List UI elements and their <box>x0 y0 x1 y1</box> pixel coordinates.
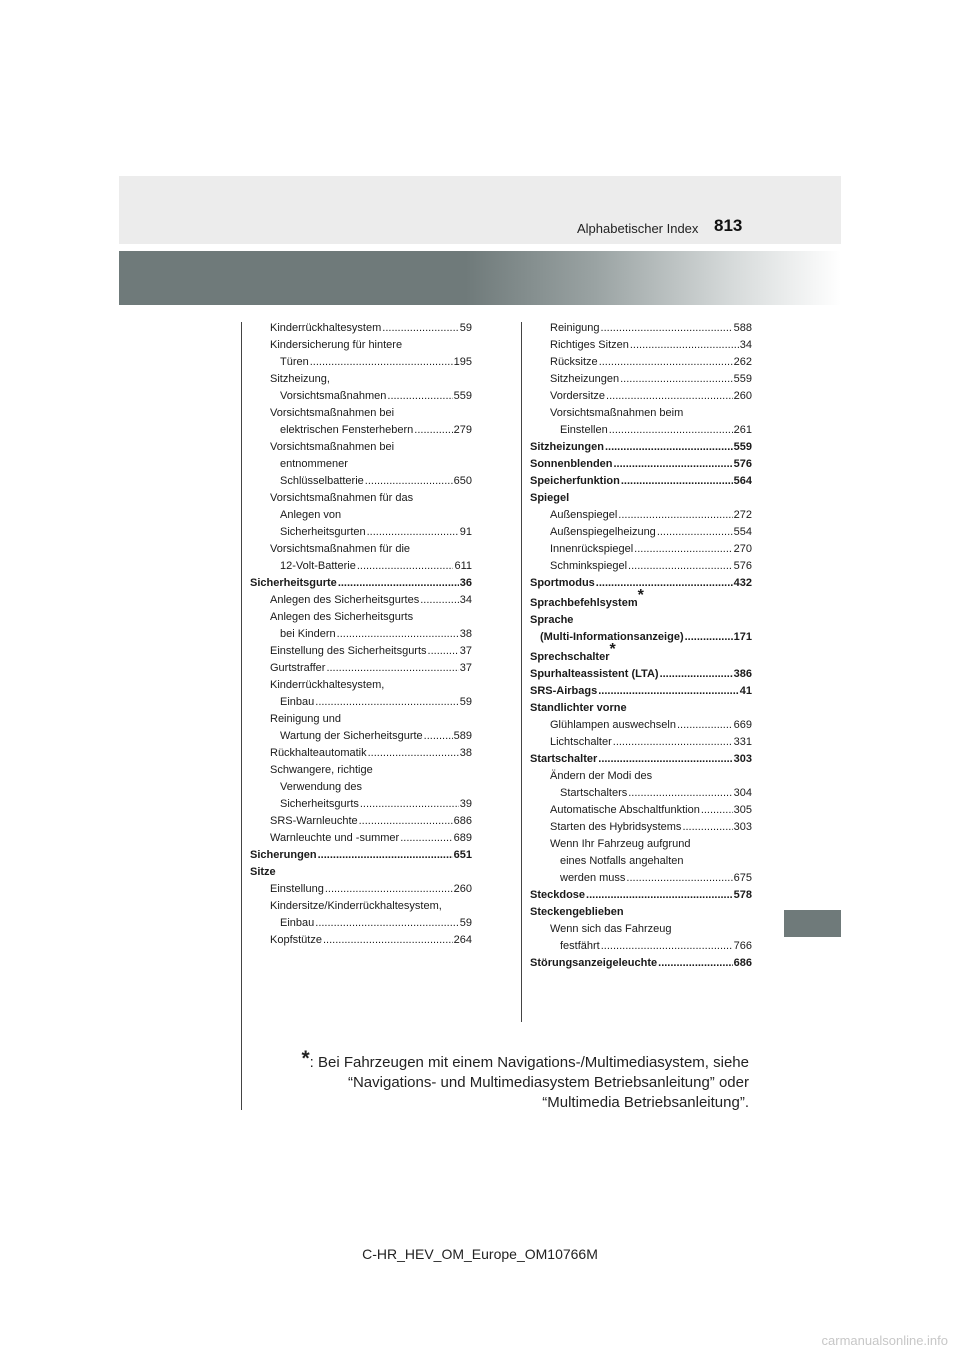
dot-leader <box>658 955 733 972</box>
index-entry-page: 59 <box>459 917 472 929</box>
index-column-left <box>250 320 472 949</box>
index-entry <box>530 354 752 371</box>
index-entry-term: Kinderrückhaltesystem, <box>270 679 385 691</box>
dot-leader <box>365 473 453 490</box>
index-entry-term: Sicherheitsgurte <box>250 577 337 589</box>
dot-leader <box>598 683 739 700</box>
index-entry <box>250 711 472 728</box>
dot-leader <box>605 439 733 456</box>
section-title: Alphabetischer Index <box>577 221 699 236</box>
index-entry-term: Sitzheizung, <box>270 373 330 385</box>
index-entry-term: Schminkspiegel <box>550 560 628 572</box>
index-entry <box>530 853 752 870</box>
index-entry-term: Sitzheizungen <box>550 373 620 385</box>
index-entry-term: bei Kindern <box>280 628 336 640</box>
index-entry-term: Sprechschalter <box>530 651 610 663</box>
index-entry-term: Innenrückspiegel <box>550 543 634 555</box>
index-entry-term: Sicherheitsgurten <box>280 526 366 538</box>
index-entry <box>250 881 472 898</box>
dot-leader <box>586 887 733 904</box>
index-entry <box>250 864 472 881</box>
index-entry <box>250 473 472 490</box>
index-entry <box>250 660 472 677</box>
index-entry-term: Starten des Hybridsystems <box>550 821 682 833</box>
index-entry <box>530 337 752 354</box>
index-entry <box>530 524 752 541</box>
index-entry-term: Sicherungen <box>250 849 317 861</box>
dot-leader <box>606 388 733 405</box>
index-entry <box>530 371 752 388</box>
index-entry <box>250 490 472 507</box>
index-entry-term: Einbau <box>280 917 315 929</box>
index-entry <box>530 587 752 612</box>
dot-leader <box>609 422 733 439</box>
index-entry-page: 651 <box>453 849 472 861</box>
dot-leader <box>634 541 732 558</box>
index-entry <box>530 558 752 575</box>
index-entry-page: 559 <box>733 441 752 453</box>
index-entry <box>250 728 472 745</box>
header-gradient-bar <box>119 251 841 305</box>
footnote-marker: * <box>637 587 644 604</box>
index-entry-term: Kinderrückhaltesystem <box>270 322 382 334</box>
dot-leader <box>337 626 459 643</box>
dot-leader <box>599 354 733 371</box>
index-entry-term: Einstellung des Sicherheitsgurts <box>270 645 427 657</box>
index-entry-term: Wenn Ihr Fahrzeug aufgrund <box>550 838 691 850</box>
index-entry-page: 766 <box>733 940 752 952</box>
dot-leader <box>626 870 732 887</box>
index-entry <box>530 490 752 507</box>
index-entry <box>250 405 472 422</box>
index-entry-term: SRS-Airbags <box>530 685 598 697</box>
index-entry-term: Sitzheizungen <box>530 441 604 453</box>
index-entry-page: 432 <box>733 577 752 589</box>
index-entry-page: 305 <box>733 804 752 816</box>
index-entry-term: Vorsichtsmaßnahmen bei <box>270 441 395 453</box>
index-entry-term: Außenspiegelheizung <box>550 526 656 538</box>
index-entry-term: Anlegen des Sicherheitsgurts <box>270 611 414 623</box>
index-entry <box>250 677 472 694</box>
index-entry-page: 650 <box>453 475 472 487</box>
index-entry-term: Reinigung <box>550 322 600 334</box>
index-entry-term: Einstellung <box>270 883 324 895</box>
index-entry <box>250 575 472 592</box>
footnote-line-3: “Multimedia Betriebsanleitung”. <box>542 1094 749 1111</box>
index-entry-term: Spurhalteassistent (LTA) <box>530 668 659 680</box>
index-entry-term: Einstellen <box>560 424 608 436</box>
index-entry-page: 91 <box>459 526 472 538</box>
index-entry <box>530 819 752 836</box>
footnote-marker: * <box>609 641 616 658</box>
index-entry <box>530 717 752 734</box>
dot-leader <box>338 575 459 592</box>
chapter-side-tab <box>784 910 841 937</box>
index-entry <box>250 558 472 575</box>
index-entry-page: 260 <box>733 390 752 402</box>
index-entry <box>530 629 752 646</box>
index-entry-term: Störungsanzeigeleuchte <box>530 957 658 969</box>
index-entry <box>250 694 472 711</box>
index-entry-term: Sprachbefehlsystem <box>530 597 638 609</box>
footnote-star: * <box>301 1047 310 1070</box>
footnote <box>229 1049 749 1113</box>
index-entry-page: 41 <box>739 685 752 697</box>
dot-leader <box>701 802 733 819</box>
index-entry <box>530 507 752 524</box>
index-entry <box>250 456 472 473</box>
index-entry-page: 260 <box>453 883 472 895</box>
index-entry-term: Rückhalteautomatik <box>270 747 367 759</box>
dot-leader <box>310 354 453 371</box>
index-entry <box>530 700 752 717</box>
index-entry-term: Vorsichtsmaßnahmen <box>280 390 387 402</box>
dot-leader <box>614 456 733 473</box>
index-entry-term: Sonnenblenden <box>530 458 613 470</box>
index-entry-term: Startschalters <box>560 787 628 799</box>
index-entry <box>250 779 472 796</box>
index-entry-page: 689 <box>453 832 472 844</box>
dot-leader <box>318 847 453 864</box>
index-entry-page: 611 <box>454 560 472 572</box>
index-entry-term: Verwendung des <box>280 781 362 793</box>
index-entry-page: 171 <box>733 631 752 643</box>
dot-leader <box>400 830 452 847</box>
index-entry-page: 559 <box>453 390 472 402</box>
index-entry <box>250 422 472 439</box>
dot-leader <box>315 915 458 932</box>
index-entry <box>250 813 472 830</box>
dot-leader <box>382 320 458 337</box>
index-entry-term: Sitze <box>250 866 276 878</box>
index-entry <box>250 626 472 643</box>
index-entry <box>530 388 752 405</box>
dot-leader <box>677 717 733 734</box>
index-entry <box>530 887 752 904</box>
index-entry-page: 272 <box>733 509 752 521</box>
index-entry <box>250 541 472 558</box>
dot-leader <box>323 932 453 949</box>
index-entry-term: Standlichter vorne <box>530 702 627 714</box>
index-entry-term: Vorsichtsmaßnahmen für das <box>270 492 414 504</box>
index-entry-page: 34 <box>459 594 472 606</box>
index-entry-page: 588 <box>733 322 752 334</box>
index-entry-term: Speicherfunktion <box>530 475 620 487</box>
index-entry-term: Türen <box>280 356 309 368</box>
index-entry-page: 686 <box>733 957 752 969</box>
index-entry <box>530 870 752 887</box>
index-entry-term: Richtiges Sitzen <box>550 339 629 351</box>
page-number: 813 <box>714 216 743 235</box>
index-entry-term: 12-Volt-Batterie <box>280 560 356 572</box>
index-entry <box>530 921 752 938</box>
index-entry-term: festfährt <box>560 940 600 952</box>
index-entry-page: 303 <box>733 753 752 765</box>
index-entry-term: Automatische Abschaltfunktion <box>550 804 700 816</box>
index-entry <box>250 847 472 864</box>
index-entry-term: Wenn sich das Fahrzeug <box>550 923 672 935</box>
index-entry <box>530 641 752 666</box>
index-entry <box>530 541 752 558</box>
index-entry-page: 37 <box>459 645 472 657</box>
index-entry-page: 262 <box>733 356 752 368</box>
index-entry-term: Steckdose <box>530 889 586 901</box>
index-entry <box>530 683 752 700</box>
index-entry-term: Ändern der Modi des <box>550 770 653 782</box>
index-entry <box>250 609 472 626</box>
dot-leader <box>682 819 732 836</box>
index-entry <box>250 898 472 915</box>
index-entry-term: Sicherheitsgurts <box>280 798 359 810</box>
index-entry-term: Anlegen von <box>280 509 342 521</box>
index-entry <box>250 371 472 388</box>
index-entry-page: 279 <box>453 424 472 436</box>
index-entry-term: Kindersicherung für hintere <box>270 339 403 351</box>
index-entry-page: 386 <box>733 668 752 680</box>
index-entry-page: 59 <box>459 696 472 708</box>
footnote-line-2: “Navigations- und Multimediasystem Betriebsanleitung” oder <box>347 1074 749 1091</box>
index-entry-page: 578 <box>733 889 752 901</box>
index-entry <box>530 768 752 785</box>
index-entry-term: Wartung der Sicherheitsgurte <box>280 730 423 742</box>
index-entry <box>250 643 472 660</box>
index-entry-term: Steckengeblieben <box>530 906 624 918</box>
index-entry-page: 686 <box>453 815 472 827</box>
dot-leader <box>628 785 732 802</box>
index-entry <box>250 592 472 609</box>
dot-leader <box>596 575 733 592</box>
index-entry-term: Anlegen des Sicherheitsgurtes <box>270 594 420 606</box>
index-entry <box>250 320 472 337</box>
index-entry-term: Außenspiegel <box>550 509 618 521</box>
dot-leader <box>621 473 733 490</box>
footnote-line-1: *: Bei Fahrzeugen mit einem Navigations-/Multimediasystem, siehe <box>301 1047 749 1071</box>
index-entry-term: entnommener <box>280 458 348 470</box>
index-entry-page: 564 <box>733 475 752 487</box>
index-entry-page: 39 <box>459 798 472 810</box>
dot-leader <box>685 629 733 646</box>
index-entry-term: eines Notfalls angehalten <box>560 855 684 867</box>
index-entry <box>250 507 472 524</box>
index-entry <box>530 955 752 972</box>
index-entry-page: 38 <box>459 747 472 759</box>
index-entry-page: 304 <box>733 787 752 799</box>
index-entry-term: Vorsichtsmaßnahmen beim <box>550 407 684 419</box>
index-entry-term: Kindersitze/Kinderrückhaltesystem, <box>270 900 442 912</box>
index-entry-page: 554 <box>733 526 752 538</box>
index-entry <box>250 745 472 762</box>
column-divider <box>521 322 522 1022</box>
index-entry <box>250 915 472 932</box>
index-entry-page: 195 <box>453 356 472 368</box>
index-entry-page: 34 <box>739 339 752 351</box>
index-entry <box>530 405 752 422</box>
dot-leader <box>357 558 454 575</box>
index-entry-term: Startschalter <box>530 753 598 765</box>
index-entry-term: Kopfstütze <box>270 934 322 946</box>
index-entry <box>250 354 472 371</box>
index-entry <box>530 785 752 802</box>
index-entry-term: Spiegel <box>530 492 570 504</box>
dot-leader <box>630 337 739 354</box>
dot-leader <box>326 660 458 677</box>
index-entry <box>530 904 752 921</box>
index-entry-page: 576 <box>733 458 752 470</box>
dot-leader <box>360 796 459 813</box>
index-entry <box>530 836 752 853</box>
index-entry <box>250 830 472 847</box>
index-entry <box>530 473 752 490</box>
dot-leader <box>367 524 459 541</box>
index-entry-page: 261 <box>733 424 752 436</box>
index-entry-page: 36 <box>459 577 472 589</box>
dot-leader <box>428 643 459 660</box>
index-entry <box>250 439 472 456</box>
watermark: carmanualsonline.info <box>821 1333 948 1348</box>
index-entry-term: Rücksitze <box>550 356 598 368</box>
dot-leader <box>387 388 452 405</box>
index-entry <box>250 796 472 813</box>
dot-leader <box>601 320 733 337</box>
document-code: C-HR_HEV_OM_Europe_OM10766M <box>362 1246 598 1262</box>
index-entry-page: 589 <box>453 730 472 742</box>
dot-leader <box>424 728 453 745</box>
dot-leader <box>325 881 453 898</box>
index-entry <box>530 422 752 439</box>
index-entry-page: 331 <box>733 736 752 748</box>
index-entry-term: Schwangere, richtige <box>270 764 373 776</box>
dot-leader <box>598 751 732 768</box>
index-entry-term: Vorsichtsmaßnahmen für die <box>270 543 411 555</box>
index-entry <box>530 734 752 751</box>
index-entry <box>250 762 472 779</box>
index-entry-page: 675 <box>733 872 752 884</box>
index-entry-term: Vorsichtsmaßnahmen bei <box>270 407 395 419</box>
index-entry-page: 264 <box>453 934 472 946</box>
index-entry-term: Schlüsselbatterie <box>280 475 364 487</box>
index-entry <box>530 612 752 629</box>
index-entry <box>250 932 472 949</box>
index-entry-term: Warnleuchte und -summer <box>270 832 400 844</box>
index-entry <box>530 666 752 683</box>
index-entry-term: (Multi-Informationsanzeige) <box>540 631 684 643</box>
index-entry-page: 59 <box>459 322 472 334</box>
index-entry-page: 559 <box>733 373 752 385</box>
dot-leader <box>601 938 733 955</box>
dot-leader <box>368 745 459 762</box>
index-entry-page: 669 <box>733 719 752 731</box>
index-column-right <box>530 320 752 972</box>
index-entry-page: 38 <box>459 628 472 640</box>
index-entry <box>530 938 752 955</box>
index-entry <box>250 524 472 541</box>
index-entry <box>530 439 752 456</box>
index-entry-term: Vordersitze <box>550 390 606 402</box>
index-entry-term: Gurtstraffer <box>270 662 326 674</box>
index-entry-page: 576 <box>733 560 752 572</box>
dot-leader <box>359 813 453 830</box>
index-entry-term: SRS-Warnleuchte <box>270 815 358 827</box>
index-entry-term: Glühlampen auswechseln <box>550 719 676 731</box>
index-entry-page: 303 <box>733 821 752 833</box>
index-entry <box>530 802 752 819</box>
index-entry-term: Reinigung und <box>270 713 341 725</box>
dot-leader <box>315 694 458 711</box>
index-entry-term: Sprache <box>530 614 574 626</box>
index-entry-term: Sportmodus <box>530 577 595 589</box>
dot-leader <box>414 422 452 439</box>
index-entry <box>530 751 752 768</box>
dot-leader <box>613 734 733 751</box>
index-entry-page: 270 <box>733 543 752 555</box>
left-margin-rule <box>241 322 242 1110</box>
dot-leader <box>657 524 733 541</box>
dot-leader <box>420 592 459 609</box>
index-entry-term: Einbau <box>280 696 315 708</box>
dot-leader <box>620 371 733 388</box>
index-entry <box>250 337 472 354</box>
dot-leader <box>660 666 733 683</box>
index-entry <box>530 456 752 473</box>
index-entry-term: Lichtschalter <box>550 736 612 748</box>
dot-leader <box>628 558 733 575</box>
index-entry-page: 37 <box>459 662 472 674</box>
index-entry-term: werden muss <box>560 872 626 884</box>
index-entry <box>250 388 472 405</box>
index-entry <box>530 320 752 337</box>
dot-leader <box>618 507 732 524</box>
index-entry-term: elektrischen Fensterhebern <box>280 424 414 436</box>
